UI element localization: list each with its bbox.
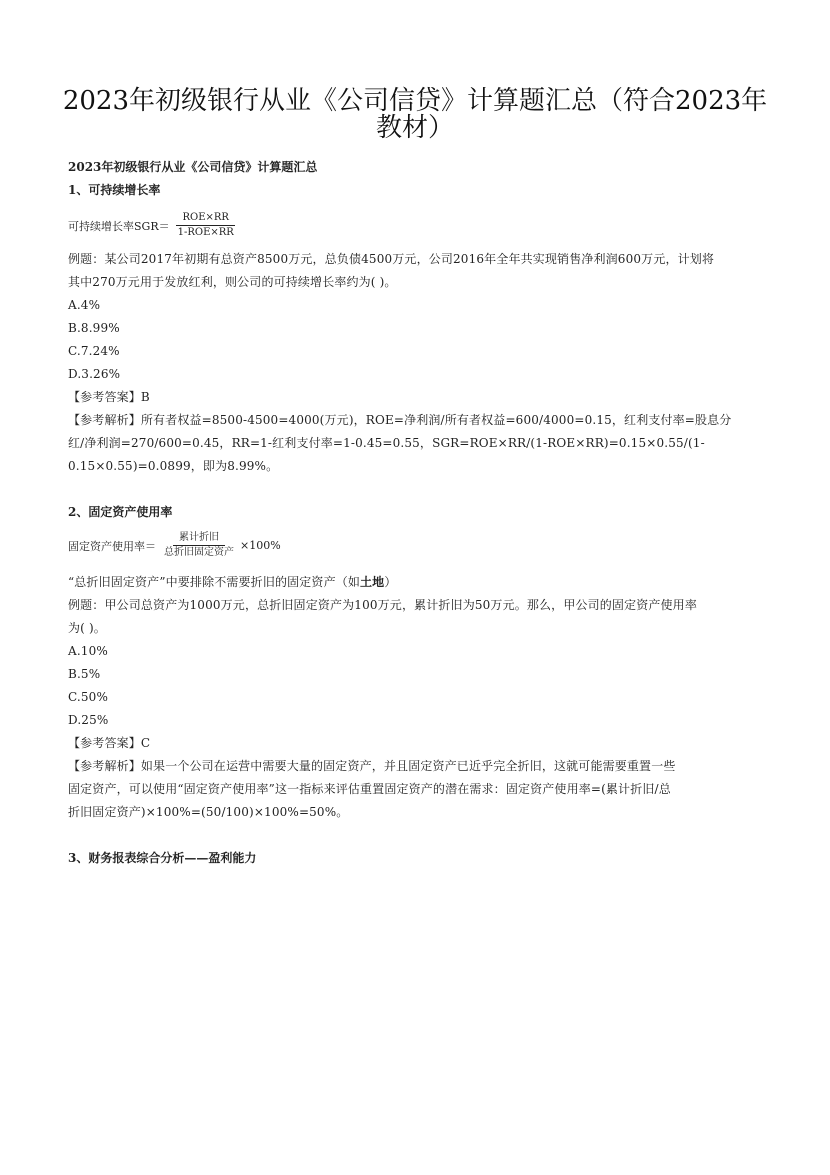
section-3-heading: 3、财务报表综合分析——盈利能力 — [68, 851, 257, 865]
question-1 — [68, 248, 765, 478]
analysis-2-line-3: 折旧固定资产)×100%=(50/100)×100%=50%。 — [68, 805, 349, 819]
formula-fixed-asset — [68, 532, 281, 559]
question-2-line-1: 例题：甲公司总资产为1000万元，总折旧固定资产为100万元，累计折旧为50万元。那么，甲公司的固定资产使用率 — [68, 598, 697, 612]
option-d: D.3.26% — [68, 367, 121, 381]
analysis-2-line-1: 【参考解析】如果一个公司在运营中需要大量的固定资产，并且固定资产已近乎完全折旧，这就可能需要重置一些 — [68, 759, 676, 773]
note-post: ） — [384, 575, 397, 589]
formula-fa-fraction — [158, 532, 240, 559]
note-line — [68, 571, 765, 594]
question-2-line-2: 为( )。 — [68, 621, 106, 635]
formula-fa-tail: ×100% — [240, 539, 281, 552]
question-1-line-1: 例题：某公司2017年初期有总资产8500万元，总负债4500万元，公司2016年全年共实现销售净利润600万元，计划将 — [68, 252, 715, 266]
option-d: D.25% — [68, 713, 109, 727]
note-pre: “总折旧固定资产”中要排除不需要折旧的固定资产（如 — [68, 575, 361, 589]
formula-fa-lhs: 固定资产使用率＝ — [68, 539, 156, 553]
section-1-heading: 1、可持续增长率 — [68, 183, 161, 197]
option-b: B.8.99% — [68, 321, 120, 335]
option-c: C.50% — [68, 690, 108, 704]
option-c: C.7.24% — [68, 344, 120, 358]
subtitle: 2023年初级银行从业《公司信贷》计算题汇总 — [68, 160, 318, 174]
question-1-line-2: 其中270万元用于发放红利，则公司的可持续增长率约为( )。 — [68, 275, 397, 289]
note-highlight: 土地 — [360, 575, 385, 589]
formula-sgr-numerator: ROE×RR — [176, 212, 234, 226]
section-2-heading: 2、固定资产使用率 — [68, 505, 173, 519]
option-b: B.5% — [68, 667, 101, 681]
formula-fa-denominator: 总折旧固定资产 — [164, 547, 234, 558]
document-title: 2023年初级银行从业《公司信贷》计算题汇总（符合2023年教材） — [62, 86, 768, 143]
analysis-1-line-3: 0.15×0.55)=0.0899，即为8.99%。 — [68, 459, 279, 473]
analysis-2-line-2: 固定资产，可以使用“固定资产使用率”这一指标来评估重置固定资产的潜在需求：固定资产使用率=(累计折旧/总 — [68, 782, 671, 796]
formula-fa-numerator: 累计折旧 — [173, 532, 225, 546]
formula-sgr-fraction — [172, 212, 240, 239]
analysis-1-line-2: 红/净利润=270/600=0.45，RR=1-红利支付率=1-0.45=0.55，SGR=ROE×RR/(1-ROE×RR)=0.15×0.55/(1- — [68, 436, 705, 450]
answer-1: 【参考答案】B — [68, 390, 150, 404]
analysis-1-line-1: 【参考解析】所有者权益=8500-4500=4000(万元)，ROE=净利润/所有者权益=600/4000=0.15，红利支付率=股息分 — [68, 413, 732, 427]
formula-sgr-denominator: 1-ROE×RR — [177, 227, 234, 238]
option-a: A.10% — [68, 644, 108, 658]
answer-2: 【参考答案】C — [68, 736, 151, 750]
option-a: A.4% — [68, 298, 101, 312]
formula-sgr-lhs: 可持续增长率SGR＝ — [68, 219, 170, 233]
formula-sgr — [68, 212, 240, 239]
question-2 — [68, 571, 765, 824]
